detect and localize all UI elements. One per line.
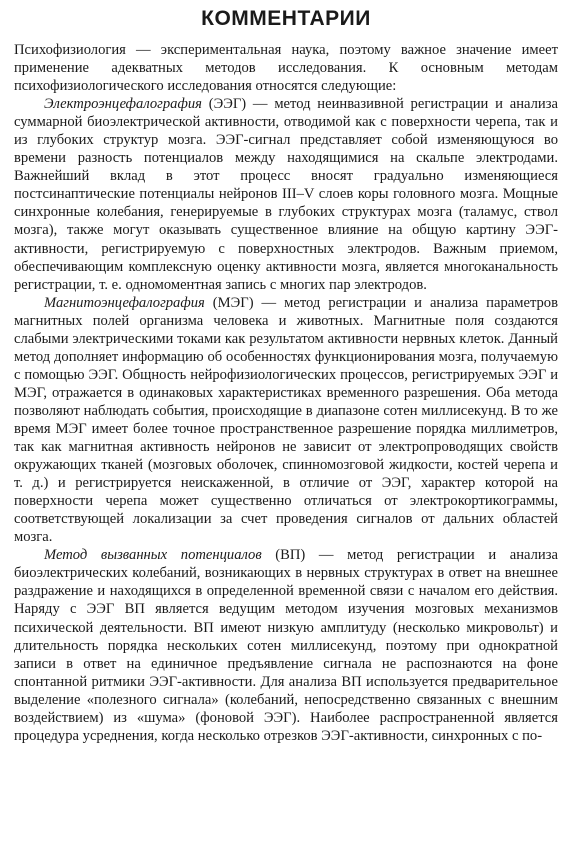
- meg-term: Магнитоэнцефалография: [44, 294, 205, 311]
- eeg-paragraph: [14, 95, 558, 294]
- page-title: КОММЕНТАРИИ: [201, 7, 371, 30]
- ep-text: (ВП) — метод регистрации и анализа биоэлектрических колебаний, возникающих в нервных структурах в ответ на внешнее раздражение и находящихся в определенной временной связи с началом его действия. Наряду с ЭЭГ ВП является ведущим методом изучения мозговых механизмов психической деятельности. ВП имеют низкую амплитуду (несколько микровольт) и длительность порядка нескольких сотен миллисекунд, поэтому при однократной записи в ответ на единичное предъявление сигнала не распознаются на фоне спонтанной ритмики ЭЭГ-активности. Для анализа ВП используется предварительное выделение «полезного сигнала» (колебаний, непосредственно связанных с внешним воздействием) из «шума» (фоновой ЭЭГ). Наиболее распространенной является процедура усреднения, когда несколько отрезков ЭЭГ-активности, синхронных с по-: [14, 547, 558, 744]
- ep-term: Метод вызванных потенциалов: [44, 547, 262, 564]
- eeg-term: Электроэнцефалография: [44, 96, 202, 113]
- ep-paragraph: [14, 546, 558, 745]
- document-page: [14, 6, 558, 745]
- eeg-text: (ЭЭГ) — метод неинвазивной регистрации и анализа суммарной биоэлектрической активности, отводимой как с поверхности черепа, так и из глубоких структур мозга. ЭЭГ-сигнал представляет собой изменяющуюся во времени разность потенциалов между находящимися на скальпе электродами. Важнейший вклад в этот процесс вносят градуально изменяющиеся постсинаптические потенциалы нейронов III–V слоев коры головного мозга. Мощные синхронные колебания, генерируемые в глубоких структурах мозга (таламус, ствол мозга), также могут оказывать существенное влияние на общую картину ЭЭГ-активности, регистрируемую с поверхностных электродов. Важным приемом, обеспечивающим комплексную оценку активности мозга, является многоканальность регистрации, т. е. одномоментная запись с многих пар электродов.: [14, 96, 558, 293]
- intro-text: Психофизиология — экспериментальная наука, поэтому важное значение имеет применение адекватных методов исследования. К основным методам психофизиологического исследования относятся следующие:: [14, 42, 558, 95]
- meg-paragraph: [14, 294, 558, 547]
- meg-text: (МЭГ) — метод регистрации и анализа параметров магнитных полей организма человека и животных. Магнитные поля создаются слабыми электрическими токами как результатом активности нервных клеток. Данный метод дополняет информацию об особенностях функционирования мозга, получаемую с помощью ЭЭГ. Общность нейрофизиологических процессов, регистрируемых ЭЭГ и МЭГ, отражается в одинаковых характеристиках временного разрешения. Оба метода позволяют наблюдать события, происходящие в диапазоне сотен миллисекунд. В то же время МЭГ имеет более точное пространственное разрешение порядка миллиметров, так как магнитная активность нейронов не зависит от электропроводящих свойств окружающих тканей (мозговых оболочек, спинномозговой жидкости, костей черепа и т. д.) и регистрируется неискаженной, в отличие от ЭЭГ, характер которой на поверхности черепа может существенно отличаться от электрокортикограммы, соответствующей локализации за счет проведения сигналов от дальних областей мозга.: [14, 294, 558, 546]
- intro-paragraph: [14, 41, 558, 95]
